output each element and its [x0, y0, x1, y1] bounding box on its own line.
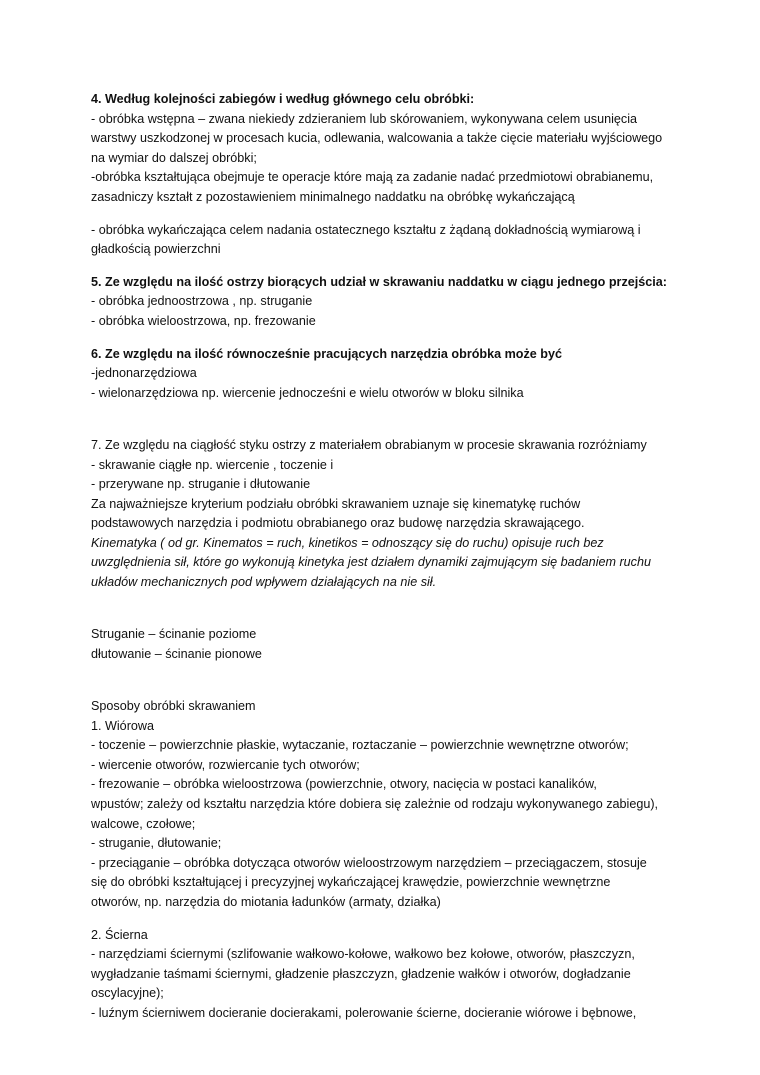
paragraph-spacer	[91, 416, 681, 436]
text-line: -obróbka kształtująca obejmuje te operacje które mają za zadanie nadać przedmiotowi obrabianemu,	[91, 170, 654, 185]
section-heading: 4. Według kolejności zabiegów i według głównego celu obróbki:	[91, 92, 475, 106]
text-line: podstawowych narzędzia i podmiotu obrabianego oraz budowę narzędzia skrawającego.	[91, 516, 585, 531]
text-line: - obróbka jednoostrzowa , np. struganie	[91, 294, 313, 309]
text-line: 1. Wiórowa	[91, 718, 154, 733]
section-heading: 6. Ze względu na ilość równocześnie pracujących narzędzia obróbka może być	[91, 346, 563, 361]
paragraph	[91, 926, 681, 1024]
text-line: - wielonarzędziowa np. wiercenie jednocześni e wielu otworów w bloku silnika	[91, 385, 524, 400]
text-line: - wiercenie otworów, rozwiercanie tych otworów;	[91, 757, 360, 772]
text-line: Struganie – ścinanie poziome	[91, 627, 257, 642]
text-line: układów mechanicznych pod wpływem działających na nie sił.	[91, 575, 437, 590]
text-line: wygładzanie taśmami ściernymi, gładzenie płaszczyzn, gładzenie wałków i otworów, dogładzanie	[91, 966, 631, 981]
text-line: - frezowanie – obróbka wieloostrzowa (powierzchnie, otwory, nacięcia w postaci kanalików,	[91, 777, 597, 792]
text-line: walcowe, czołowe;	[91, 816, 196, 831]
paragraph-spacer	[91, 677, 681, 697]
text-line: - struganie, dłutowanie;	[91, 836, 222, 851]
text-line: - przeciąganie – obróbka dotycząca otworów wieloostrzowym narzędziem – przeciągaczem, stosuje	[91, 855, 647, 870]
text-line: Za najważniejsze kryterium podziału obróbki skrawaniem uznaje się kinematykę ruchów	[91, 496, 581, 511]
paragraph	[91, 273, 681, 332]
section-heading: 5. Ze względu na ilość ostrzy biorących udział w skrawaniu naddatku w ciągu jednego przejścia:	[91, 274, 667, 289]
text-line: dłutowanie – ścinanie pionowe	[91, 646, 262, 661]
text-line: - przerywane np. struganie i dłutowanie	[91, 477, 311, 492]
text-line: 7. Ze względu na ciągłość styku ostrzy z materiałem obrabianym w procesie skrawania rozróżniamy	[91, 437, 647, 452]
text-line: - obróbka wieloostrzowa, np. frezowanie	[91, 313, 316, 328]
text-line: 2. Ścierna	[91, 927, 148, 942]
text-line: zasadniczy kształt z pozostawieniem minimalnego naddatku na obróbkę wykańczającą	[91, 189, 575, 204]
text-line: gładkością powierzchni	[91, 242, 221, 257]
text-line: wpustów; zależy od kształtu narzędzia które dobiera się zależnie od rodzaju wykonywanego zabiegu),	[91, 797, 659, 811]
paragraph	[91, 625, 681, 664]
paragraph	[91, 345, 681, 404]
text-line: - obróbka wykańczająca celem nadania ostatecznego kształtu z żądaną dokładnością wymiarową i	[91, 222, 641, 237]
text-line: uwzględnienia sił, które go wykonują kinetyka jest działem dynamiki zajmującym się badaniem ruchu	[91, 555, 651, 570]
paragraph	[91, 697, 681, 913]
text-line: warstwy uszkodzonej w procesach kucia, odlewania, walcowania a także cięcie materiału wyjściowego	[91, 131, 663, 146]
text-line: na wymiar do dalszej obróbki;	[91, 150, 257, 165]
paragraph	[91, 436, 681, 593]
paragraph	[91, 90, 681, 208]
text-line: Kinematyka ( od gr. Kinematos = ruch, kinetikos = odnoszący się do ruchu) opisuje ruch bez	[91, 535, 604, 550]
text-line: - narzędziami ściernymi (szlifowanie wałkowo-kołowe, wałkowo bez kołowe, otworów, płaszczyzn,	[91, 947, 635, 962]
text-line: otworów, np. narzędzia do miotania ładunków (armaty, działka)	[91, 894, 441, 909]
text-line: się do obróbki kształtującej i precyzyjnej wykańczającej krawędzie, powierzchnie wewnętrzne	[91, 875, 611, 890]
text-line: oscylacyjne);	[91, 986, 164, 1001]
paragraph	[91, 221, 681, 260]
document-body	[91, 90, 681, 1037]
text-line: Sposoby obróbki skrawaniem	[91, 699, 256, 714]
paragraph-spacer	[91, 606, 681, 626]
text-line: - luźnym ścierniwem docieranie docierakami, polerowanie ścierne, docieranie wiórowe i bębnowe,	[91, 1005, 637, 1020]
text-line: -jednonarzędziowa	[91, 366, 197, 381]
text-line: - obróbka wstępna – zwana niekiedy zdzieraniem lub skórowaniem, wykonywana celem usunięcia	[91, 111, 638, 126]
text-line: - skrawanie ciągłe np. wiercenie , toczenie i	[91, 457, 334, 472]
text-line: - toczenie – powierzchnie płaskie, wytaczanie, roztaczanie – powierzchnie wewnętrzne otworów;	[91, 738, 629, 753]
